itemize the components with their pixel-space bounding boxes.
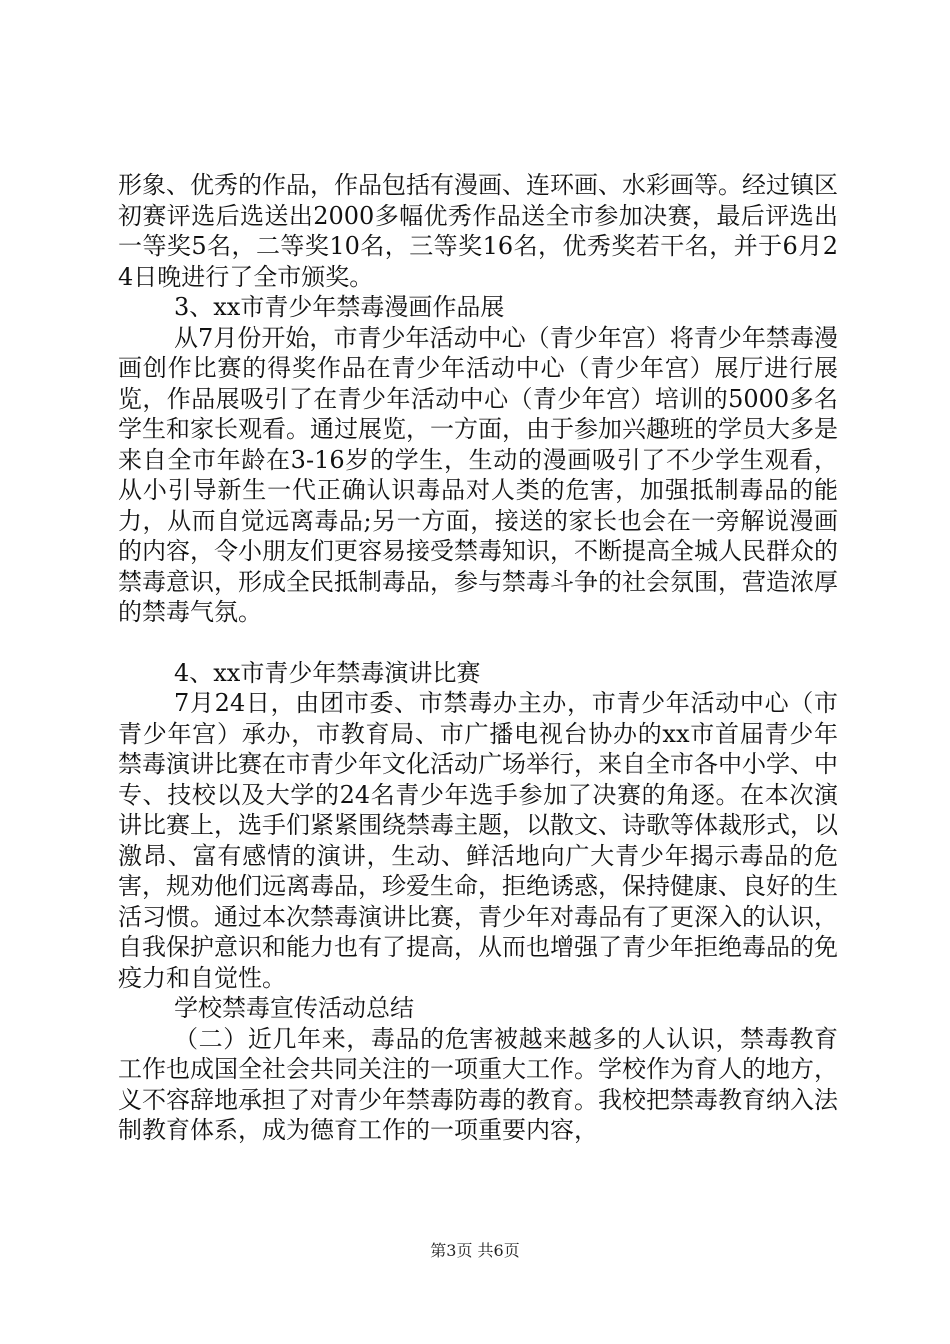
paragraph-comic-exhibition: 从7月份开始，市青少年活动中心（青少年宫）将青少年禁毒漫画创作比赛的得奖作品在青少年活动中心（青少年宫）展厅进行展览，作品展吸引了在青少年活动中心（青少年宫）培训的5000多名学生和家长观看。通过展览，一方面，由于参加兴趣班的学员大多是来自全市年龄在3-16岁的学生，生动的漫画吸引了不少学生观看，从小引导新生一代正确认识毒品对人类的危害，加强抵制毒品的能力，从而自觉远离毒品;另一方面，接送的家长也会在一旁解说漫画的内容，令小朋友们更容易接受禁毒知识，不断提高全城人民群众的禁毒意识，形成全民抵制毒品，参与禁毒斗争的社会氛围，营造浓厚的禁毒气氛。 <box>118 323 838 626</box>
page-footer: 第3页 共6页 <box>430 1241 520 1260</box>
paragraph-speech-contest: 7月24日，由团市委、市禁毒办主办，市青少年活动中心（市青少年宫）承办，市教育局、市广播电视台协办的xx市首届青少年禁毒演讲比赛在市青少年文化活动广场举行，来自全市各中小学、中专、技校以及大学的24名青少年选手参加了决赛的角逐。在本次演讲比赛上，选手们紧紧围绕禁毒主题，以散文、诗歌等体裁形式，以激昂、富有感情的演讲，生动、鲜活地向广大青少年揭示毒品的危害，规劝他们远离毒品，珍爱生命，拒绝诱惑，保持健康、良好的生活习惯。通过本次禁毒演讲比赛，青少年对毒品有了更深入的认识，自我保护意识和能力也有了提高，从而也增强了青少年拒绝毒品的免疫力和自觉性。 <box>118 689 838 992</box>
paragraph-school-education: （二）近几年来，毒品的危害被越来越多的人认识，禁毒教育工作也成国全社会共同关注的一项重大工作。学校作为育人的地方，义不容辞地承担了对青少年禁毒防毒的教育。我校把禁毒教育纳入法制教育体系，成为德育工作的一项重要内容， <box>118 1024 838 1144</box>
document-body <box>118 170 838 1146</box>
heading-speech-contest: 4、xx市青少年禁毒演讲比赛 <box>174 658 481 687</box>
heading-school-summary: 学校禁毒宣传活动总结 <box>174 994 414 1022</box>
paragraph-award-results: 形象、优秀的作品，作品包括有漫画、连环画、水彩画等。经过镇区初赛评选后选送出2000多幅优秀作品送全市参加决赛，最后评选出一等奖5名，二等奖10名，三等奖16名，优秀奖若干名，并于6月24日晚进行了全市颁奖。 <box>118 171 838 291</box>
heading-comic-exhibition: 3、xx市青少年禁毒漫画作品展 <box>174 293 505 321</box>
paragraph-gap <box>118 628 838 658</box>
